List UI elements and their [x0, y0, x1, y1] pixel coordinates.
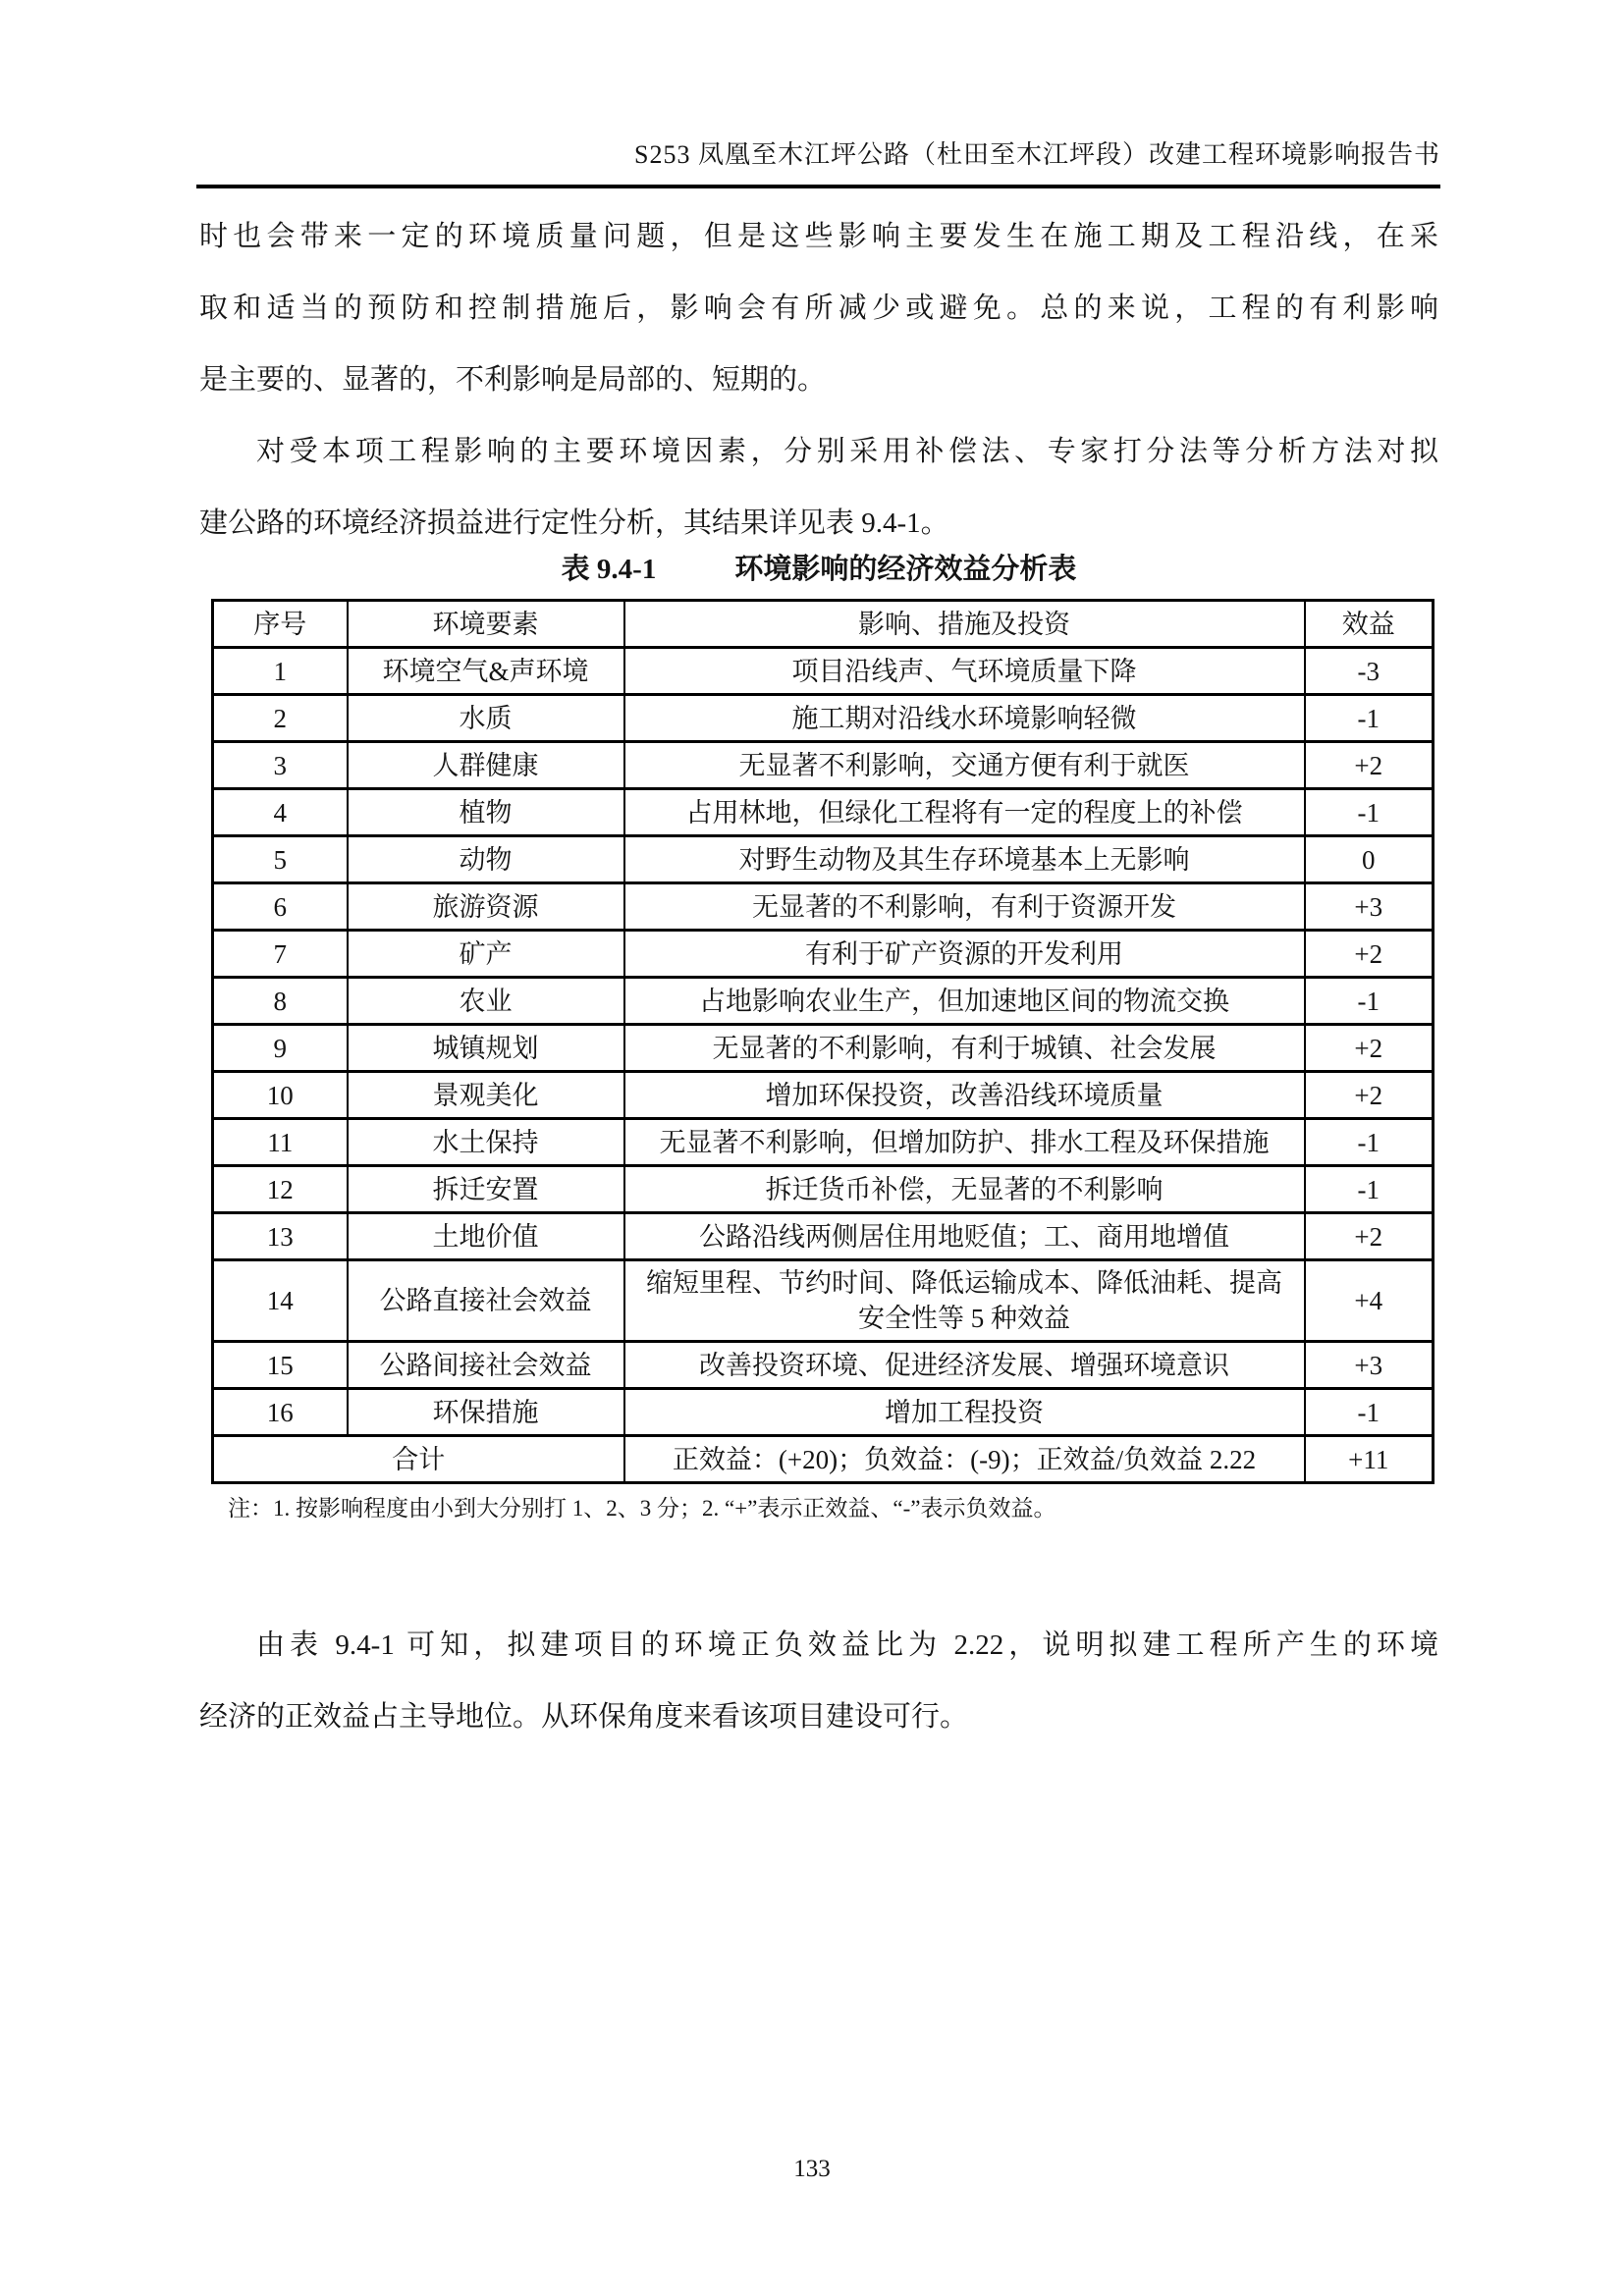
- cell-index: 14: [213, 1260, 348, 1342]
- cell-index: 12: [213, 1166, 348, 1213]
- cell-benefit: +3: [1305, 883, 1434, 931]
- cell-factor: 土地价值: [348, 1213, 624, 1260]
- header-divider-rule: [196, 185, 1440, 188]
- table-row: [213, 648, 1434, 695]
- cell-index: 13: [213, 1213, 348, 1260]
- cell-index: 8: [213, 978, 348, 1025]
- cell-factor: 环保措施: [348, 1389, 624, 1436]
- cell-index: 5: [213, 836, 348, 883]
- text-line: 时也会带来一定的环境质量问题，但是这些影响主要发生在施工期及工程沿线，在采: [199, 221, 1438, 252]
- cell-index: 11: [213, 1119, 348, 1166]
- cell-impact: 无显著不利影响，交通方便有利于就医: [624, 742, 1305, 789]
- cell-benefit: -1: [1305, 1119, 1434, 1166]
- cell-factor: 水质: [348, 695, 624, 742]
- cell-benefit: +4: [1305, 1260, 1434, 1342]
- cell-factor: 拆迁安置: [348, 1166, 624, 1213]
- cell-factor: 旅游资源: [348, 883, 624, 931]
- cell-total-label: 合计: [213, 1436, 624, 1483]
- cell-factor: 植物: [348, 789, 624, 836]
- cell-impact: 增加环保投资，改善沿线环境质量: [624, 1072, 1305, 1119]
- column-header-factor: 环境要素: [348, 601, 624, 648]
- table-caption: [199, 550, 1438, 589]
- cell-benefit: -1: [1305, 1166, 1434, 1213]
- table-row: [213, 978, 1434, 1025]
- cell-benefit: +2: [1305, 742, 1434, 789]
- cell-benefit: +2: [1305, 1213, 1434, 1260]
- cell-impact: 无显著的不利影响，有利于城镇、社会发展: [624, 1025, 1305, 1072]
- table-row: [213, 1072, 1434, 1119]
- cell-index: 1: [213, 648, 348, 695]
- cell-factor: 水土保持: [348, 1119, 624, 1166]
- table-caption-label: 表 9.4-1: [561, 554, 657, 585]
- cell-impact: 占用林地，但绿化工程将有一定的程度上的补偿: [624, 789, 1305, 836]
- cell-impact: 无显著不利影响，但增加防护、排水工程及环保措施: [624, 1119, 1305, 1166]
- cell-factor: 人群健康: [348, 742, 624, 789]
- table-row: [213, 1025, 1434, 1072]
- cell-impact: 占地影响农业生产，但加速地区间的物流交换: [624, 978, 1305, 1025]
- cell-factor: 矿产: [348, 931, 624, 978]
- table-row: [213, 1119, 1434, 1166]
- cell-factor: 环境空气&声环境: [348, 648, 624, 695]
- cell-index: 3: [213, 742, 348, 789]
- cell-total-content: 正效益：(+20)；负效益：(-9)；正效益/负效益 2.22: [624, 1436, 1305, 1483]
- cell-impact: 拆迁货币补偿，无显著的不利影响: [624, 1166, 1305, 1213]
- cell-index: 2: [213, 695, 348, 742]
- cell-index: 16: [213, 1389, 348, 1436]
- cell-benefit: 0: [1305, 836, 1434, 883]
- cell-impact: 增加工程投资: [624, 1389, 1305, 1436]
- text-line: 是主要的、显著的，不利影响是局部的、短期的。: [199, 364, 827, 396]
- paragraph-method: [199, 416, 1438, 560]
- column-header-impact: 影响、措施及投资: [624, 601, 1305, 648]
- text-line: 对受本项工程影响的主要环境因素，分别采用补偿法、专家打分法等分析方法对拟: [256, 436, 1438, 467]
- column-header-benefit: 效益: [1305, 601, 1434, 648]
- running-header-title: S253 凤凰至木江坪公路（杜田至木江坪段）改建工程环境影响报告书: [634, 140, 1440, 169]
- cell-impact: 缩短里程、节约时间、降低运输成本、降低油耗、提高安全性等 5 种效益: [624, 1260, 1305, 1342]
- table-row: [213, 695, 1434, 742]
- cell-benefit: +2: [1305, 1025, 1434, 1072]
- text-line: 建公路的环境经济损益进行定性分析，其结果详见表 9.4-1。: [199, 507, 949, 539]
- table-row: [213, 789, 1434, 836]
- text-line: 取和适当的预防和控制措施后，影响会有所减少或避免。总的来说，工程的有利影响: [199, 293, 1438, 324]
- cell-impact: 改善投资环境、促进经济发展、增强环境意识: [624, 1342, 1305, 1389]
- table-row: [213, 836, 1434, 883]
- table-row: [213, 883, 1434, 931]
- cell-index: 9: [213, 1025, 348, 1072]
- cell-benefit: +3: [1305, 1342, 1434, 1389]
- cell-index: 6: [213, 883, 348, 931]
- table-row: [213, 1342, 1434, 1389]
- table-note: 注：1. 按影响程度由小到大分别打 1、2、3 分；2. “+”表示正效益、“-”表示负效益。: [228, 1496, 1056, 1521]
- cell-factor: 公路间接社会效益: [348, 1342, 624, 1389]
- page-number: 133: [793, 2156, 831, 2182]
- cell-impact: 公路沿线两侧居住用地贬值；工、商用地增值: [624, 1213, 1305, 1260]
- table-row: [213, 1260, 1434, 1342]
- table-row: [213, 742, 1434, 789]
- paragraph-conclusion: [199, 1610, 1438, 1753]
- cell-benefit: -1: [1305, 695, 1434, 742]
- cell-index: 10: [213, 1072, 348, 1119]
- cell-benefit: -1: [1305, 978, 1434, 1025]
- cell-benefit: -3: [1305, 648, 1434, 695]
- table-row: [213, 1166, 1434, 1213]
- table-total-row: [213, 1436, 1434, 1483]
- cell-factor: 动物: [348, 836, 624, 883]
- table-row: [213, 1389, 1434, 1436]
- cell-benefit: +2: [1305, 1072, 1434, 1119]
- cell-factor: 公路直接社会效益: [348, 1260, 624, 1342]
- benefit-analysis-table: [211, 599, 1435, 1484]
- cell-factor: 农业: [348, 978, 624, 1025]
- cell-factor: 景观美化: [348, 1072, 624, 1119]
- paragraph-intro: [199, 201, 1438, 416]
- table-row: [213, 931, 1434, 978]
- cell-index: 4: [213, 789, 348, 836]
- cell-index: 7: [213, 931, 348, 978]
- cell-factor: 城镇规划: [348, 1025, 624, 1072]
- table-caption-title: 环境影响的经济效益分析表: [734, 554, 1077, 585]
- cell-impact: 项目沿线声、气环境质量下降: [624, 648, 1305, 695]
- cell-impact: 施工期对沿线水环境影响轻微: [624, 695, 1305, 742]
- cell-benefit: -1: [1305, 1389, 1434, 1436]
- cell-impact: 无显著的不利影响，有利于资源开发: [624, 883, 1305, 931]
- table-row: [213, 1213, 1434, 1260]
- table-body: [213, 648, 1434, 1436]
- cell-benefit: -1: [1305, 789, 1434, 836]
- text-line: 由表 9.4-1 可知，拟建项目的环境正负效益比为 2.22，说明拟建工程所产生的环境: [256, 1629, 1438, 1661]
- column-header-index: 序号: [213, 601, 348, 648]
- text-line: 经济的正效益占主导地位。从环保角度来看该项目建设可行。: [199, 1701, 969, 1733]
- cell-index: 15: [213, 1342, 348, 1389]
- cell-impact: 有利于矿产资源的开发利用: [624, 931, 1305, 978]
- cell-impact: 对野生动物及其生存环境基本上无影响: [624, 836, 1305, 883]
- table-header-row: [213, 601, 1434, 648]
- cell-benefit: +2: [1305, 931, 1434, 978]
- cell-total-benefit: +11: [1305, 1436, 1434, 1483]
